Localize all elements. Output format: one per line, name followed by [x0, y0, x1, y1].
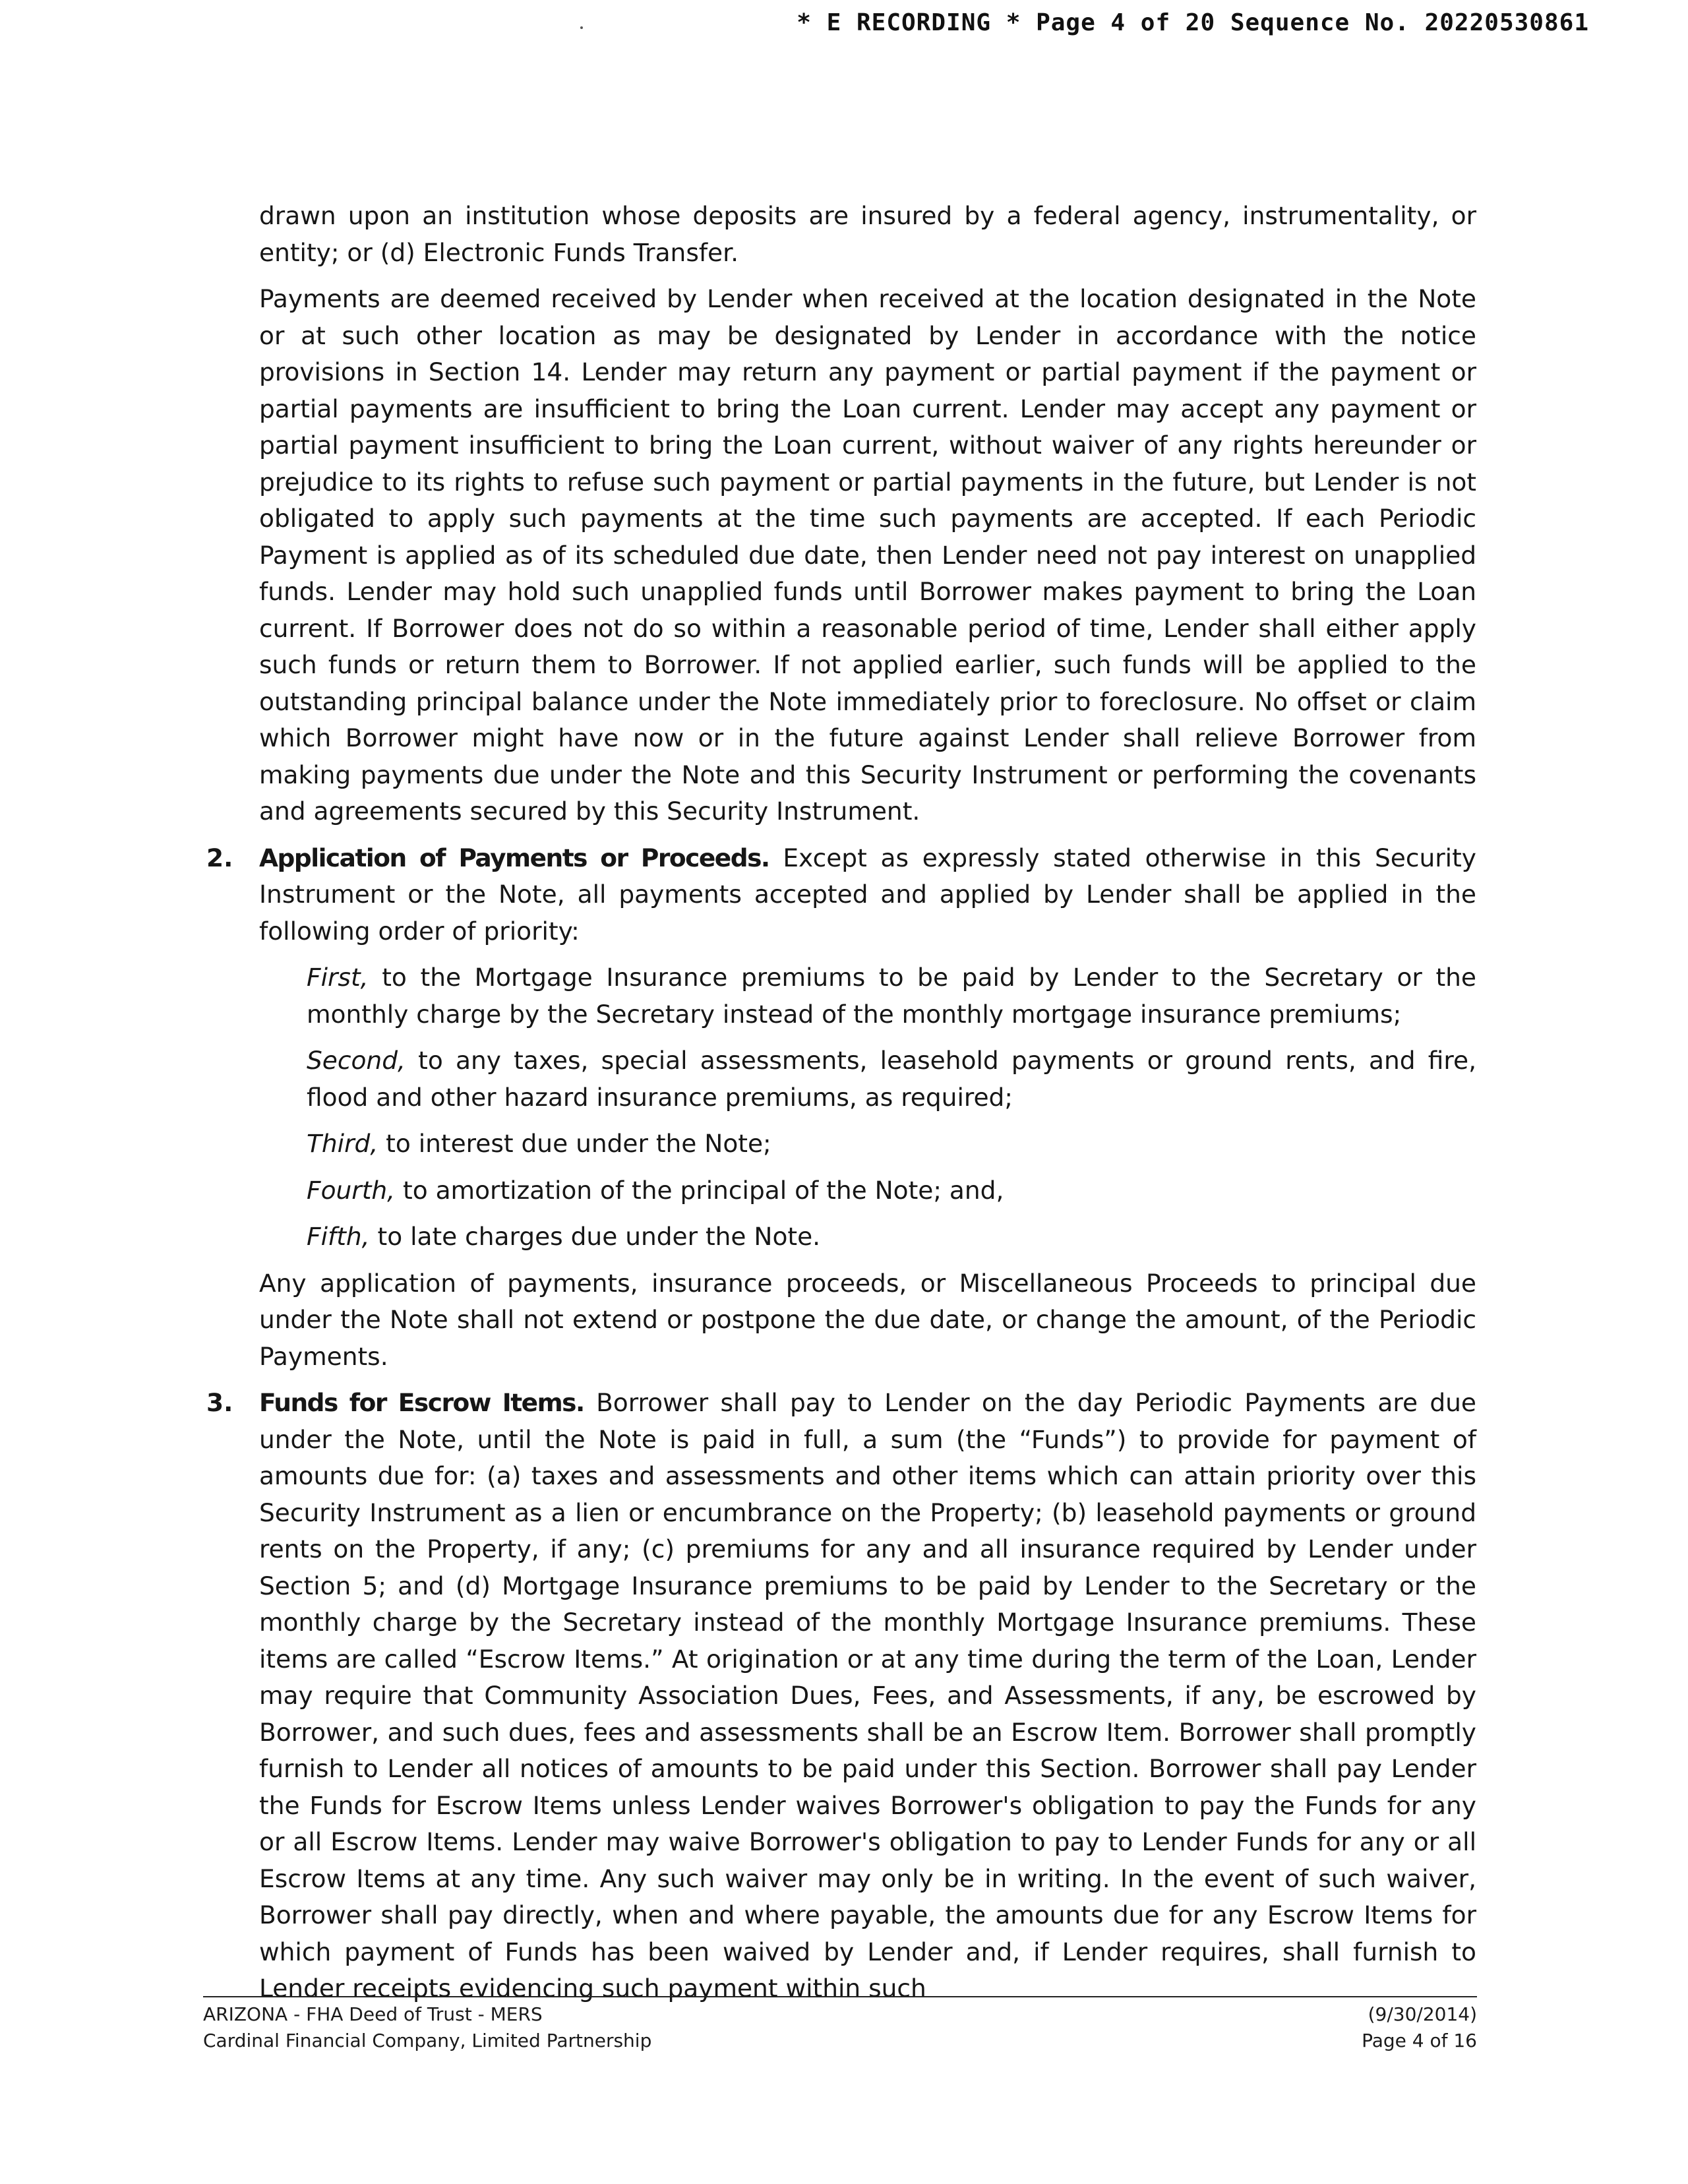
section-2-paragraph	[259, 840, 1476, 950]
scan-artifact-dot	[580, 26, 583, 29]
section-3-paragraph	[259, 1385, 1476, 2007]
section-title: Application of Payments or Proceeds.	[259, 843, 769, 872]
recording-stamp: * E RECORDING * Page 4 of 20 Sequence No. 20220530861	[797, 9, 1589, 36]
payments-received-paragraph: Payments are deemed received by Lender when received at the location designated in the Note or at such other location as may be designated by Lender in accordance with the notice provisions in Section 14. Lender may return any payment or partial payment if the payment or partial payments are insufficient to bring the Loan current. Lender may accept any payment or partial payment insufficient to bring the Loan current, without waiver of any rights hereunder or prejudice to its rights to refuse such payment or partial payments in the future, but Lender is not obligated to apply such payments at the time such payments are accepted. If each Periodic Payment is applied as of its scheduled due date, then Lender need not pay interest on unapplied funds. Lender may hold such unapplied funds until Borrower makes payment to bring the Loan current. If Borrower does not do so within a reasonable period of time, Lender shall either apply such funds or return them to Borrower. If not applied earlier, such funds will be applied to the outstanding principal balance under the Note immediately prior to foreclosure. No offset or claim which Borrower might have now or in the future against Lender shall relieve Borrower from making payments due under the Note and this Security Instrument or performing the covenants and agreements secured by this Security Instrument.	[259, 284, 1476, 826]
priority-item-fifth	[307, 1219, 1476, 1256]
priority-ordinal: Second,	[307, 1046, 406, 1075]
priority-item-second	[307, 1043, 1476, 1116]
footer-row-1	[203, 2001, 1477, 2028]
form-name: ARIZONA - FHA Deed of Trust - MERS	[203, 2003, 543, 2025]
section-text: Borrower shall pay to Lender on the day Periodic Payments are due under the Note, until the Note is paid in full, a sum (the “Funds”) to provide for payment of amounts due for: (a) taxes and assessments and other items which can attain priority over this Security Instrument as a lien or encumbrance on the Property; (b) leasehold payments or ground rents on the Property, if any; (c) premiums for any and all insurance required by Lender under Section 5; and (d) Mortgage Insurance premiums to be paid by Lender to the Secretary or the monthly charge by the Secretary instead of the monthly Mortgage Insurance premiums. These items are called “Escrow Items.” At origination or at any time during the term of the Loan, Lender may require that Community Association Dues, Fees, and Assessments, if any, be escrowed by Borrower, and such dues, fees and assessments shall be an Escrow Item. Borrower shall promptly furnish to Lender all notices of amounts to be paid under this Section. Borrower shall pay Lender the Funds for Escrow Items unless Lender waives Borrower's obligation to pay the Funds for any or all Escrow Items. Lender may waive Borrower's obligation to pay to Lender Funds for any or all Escrow Items at any time. Any such waiver may only be in writing. In the event of such waiver, Borrower shall pay directly, when and where payable, the amounts due for any Escrow Items for which payment of Funds has been waived by Lender and, if Lender requires, shall furnish to Lender receipts evidencing such payment within such	[259, 1388, 1476, 2003]
page-footer	[203, 1996, 1477, 2054]
priority-text: to amortization of the principal of the Note; and,	[395, 1175, 1004, 1205]
section-title: Funds for Escrow Items.	[259, 1388, 584, 1417]
priority-item-first	[307, 959, 1476, 1033]
section-3	[206, 1385, 1476, 2007]
company-name: Cardinal Financial Company, Limited Partnership	[203, 2030, 652, 2051]
continued-paragraph: drawn upon an institution whose deposits are insured by a federal agency, instrumentality, or entity; or (d) Electronic Funds Transfer.	[259, 201, 1476, 267]
priority-text: to late charges due under the Note.	[369, 1222, 821, 1251]
section-2	[206, 840, 1476, 1376]
priority-ordinal: Fifth,	[307, 1222, 370, 1251]
priority-text: to interest due under the Note;	[378, 1129, 771, 1158]
document-body	[206, 198, 1476, 2007]
priority-ordinal: Third,	[307, 1129, 378, 1158]
page-number: Page 4 of 16	[1362, 2030, 1477, 2051]
priority-list	[307, 959, 1476, 1256]
priority-ordinal: Fourth,	[307, 1175, 396, 1205]
section-text: Except as expressly stated otherwise in this Security Instrument or the Note, all payments accepted and applied by Lender shall be applied in the following order of priority:	[259, 843, 1476, 946]
footer-row-2	[203, 2028, 1477, 2054]
priority-ordinal: First,	[307, 963, 369, 992]
footer-divider	[203, 1996, 1477, 1997]
form-date: (9/30/2014)	[1368, 2003, 1477, 2025]
priority-item-fourth	[307, 1172, 1476, 1209]
section-number: 2.	[206, 843, 233, 872]
priority-item-third	[307, 1126, 1476, 1163]
section-number: 3.	[206, 1388, 233, 1417]
priority-text: to any taxes, special assessments, leasehold payments or ground rents, and fire, flood and other hazard insurance premiums, as required;	[307, 1046, 1476, 1112]
section-2-closing-paragraph: Any application of payments, insurance proceeds, or Miscellaneous Proceeds to principal due under the Note shall not extend or postpone the due date, or change the amount, of the Periodic Payments.	[259, 1268, 1476, 1371]
priority-text: to the Mortgage Insurance premiums to be paid by Lender to the Secretary or the monthly charge by the Secretary instead of the monthly mortgage insurance premiums;	[307, 963, 1476, 1029]
